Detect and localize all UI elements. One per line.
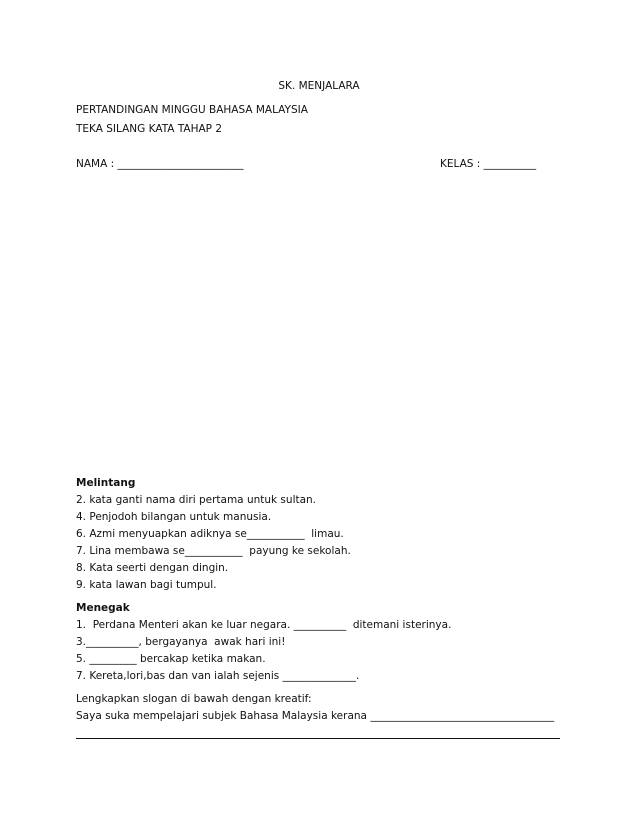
melintang-clue: 9. kata lawan bagi tumpul. (76, 579, 217, 591)
answer-line[interactable] (76, 738, 560, 739)
melintang-clue: 7. Lina membawa se___________ payung ke sekolah. (76, 545, 351, 557)
crossword-grid-area (76, 185, 562, 470)
name-blank[interactable]: ________________________ (117, 158, 244, 170)
menegak-clue: 7. Kereta,lori,bas dan van ialah sejenis ______________. (76, 670, 360, 682)
school-name: SK. MENJALARA (278, 80, 360, 92)
menegak-clue: 3.__________, bergayanya awak hari ini! (76, 636, 286, 648)
slogan-prompt[interactable]: Saya suka mempelajari subjek Bahasa Malaysia kerana ___________________________________ (76, 710, 555, 722)
melintang-clue: 8. Kata seerti dengan dingin. (76, 562, 229, 574)
melintang-clue: 6. Azmi menyuapkan adiknya se___________ limau. (76, 528, 344, 540)
puzzle-subtitle: TEKA SILANG KATA TAHAP 2 (76, 123, 223, 135)
class-blank[interactable]: __________ (483, 158, 537, 170)
slogan-instruction: Lengkapkan slogan di bawah dengan kreatif: (76, 693, 312, 705)
class-label: KELAS : (440, 158, 484, 170)
menegak-heading: Menegak (76, 602, 130, 614)
competition-title: PERTANDINGAN MINGGU BAHASA MALAYSIA (76, 104, 308, 116)
name-label: NAMA : (76, 158, 118, 170)
melintang-clue: 2. kata ganti nama diri pertama untuk sultan. (76, 494, 317, 506)
menegak-clue: 1. Perdana Menteri akan ke luar negara. __________ ditemani isterinya. (76, 619, 452, 631)
name-field[interactable] (76, 158, 244, 171)
melintang-clue: 4. Penjodoh bilangan untuk manusia. (76, 511, 272, 523)
menegak-clue: 5. _________ bercakap ketika makan. (76, 653, 266, 665)
class-field[interactable] (440, 158, 536, 171)
melintang-heading: Melintang (76, 477, 136, 489)
